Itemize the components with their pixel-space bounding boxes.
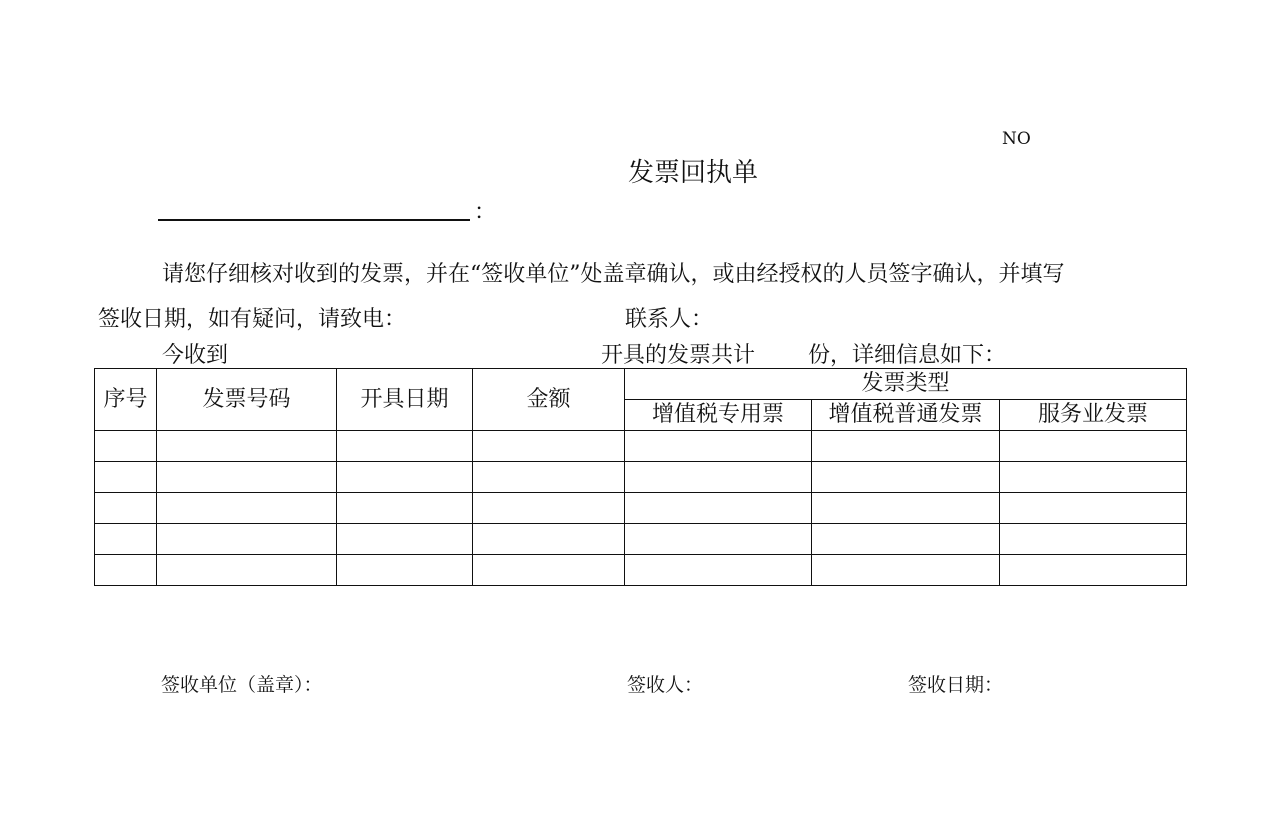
table-cell[interactable] bbox=[1000, 493, 1187, 524]
table-cell[interactable] bbox=[625, 555, 812, 586]
table-cell[interactable] bbox=[337, 462, 473, 493]
table-row bbox=[95, 493, 1187, 524]
invoice-table bbox=[94, 368, 1187, 586]
table-cell[interactable] bbox=[1000, 524, 1187, 555]
table-cell[interactable] bbox=[157, 462, 337, 493]
table-cell[interactable] bbox=[337, 493, 473, 524]
table-cell[interactable] bbox=[157, 493, 337, 524]
table-cell[interactable] bbox=[625, 462, 812, 493]
header-seq: 序号 bbox=[95, 369, 157, 431]
table-cell[interactable] bbox=[625, 431, 812, 462]
header-invoice-type: 发票类型 bbox=[625, 369, 1187, 400]
table-cell[interactable] bbox=[157, 524, 337, 555]
table-cell[interactable] bbox=[473, 524, 625, 555]
header-invoice-no: 发票号码 bbox=[157, 369, 337, 431]
recipient-colon: ： bbox=[474, 200, 497, 225]
recipient-blank-line bbox=[158, 219, 470, 221]
received-from-label: 今收到 bbox=[162, 343, 229, 368]
table-cell[interactable] bbox=[337, 431, 473, 462]
table-cell[interactable] bbox=[812, 431, 1000, 462]
table-row bbox=[95, 462, 1187, 493]
table-cell[interactable] bbox=[157, 555, 337, 586]
header-vat-special: 增值税专用票 bbox=[625, 400, 812, 431]
copies-label: 份，详细信息如下： bbox=[808, 343, 1007, 368]
document-number-label: NO bbox=[1002, 129, 1031, 149]
table-cell[interactable] bbox=[95, 493, 157, 524]
table-cell[interactable] bbox=[1000, 462, 1187, 493]
table-cell[interactable] bbox=[812, 462, 1000, 493]
table-cell[interactable] bbox=[95, 462, 157, 493]
table-body bbox=[95, 431, 1187, 586]
header-amount: 金额 bbox=[473, 369, 625, 431]
table-cell[interactable] bbox=[473, 462, 625, 493]
table-cell[interactable] bbox=[473, 555, 625, 586]
page-title: 发票回执单 bbox=[628, 158, 759, 188]
table-cell[interactable] bbox=[1000, 431, 1187, 462]
table-cell[interactable] bbox=[625, 524, 812, 555]
contact-person-label: 联系人： bbox=[625, 307, 714, 332]
table-cell[interactable] bbox=[337, 555, 473, 586]
table-row bbox=[95, 555, 1187, 586]
issued-invoices-label: 开具的发票共计 bbox=[601, 343, 756, 368]
table-cell[interactable] bbox=[95, 431, 157, 462]
table-cell[interactable] bbox=[812, 493, 1000, 524]
table-cell[interactable] bbox=[95, 524, 157, 555]
table-cell[interactable] bbox=[337, 524, 473, 555]
table-cell[interactable] bbox=[473, 493, 625, 524]
table-cell[interactable] bbox=[625, 493, 812, 524]
signing-date-label: 签收日期： bbox=[908, 674, 1004, 696]
table-cell[interactable] bbox=[473, 431, 625, 462]
table-cell[interactable] bbox=[1000, 555, 1187, 586]
table-cell[interactable] bbox=[157, 431, 337, 462]
intro-line-2: 签收日期，如有疑问，请致电： bbox=[98, 307, 407, 332]
signer-label: 签收人： bbox=[627, 674, 704, 696]
intro-line-1: 请您仔细核对收到的发票，并在“签收单位”处盖章确认，或由经授权的人员签字确认，并填写 bbox=[162, 262, 1065, 287]
table-row bbox=[95, 524, 1187, 555]
header-vat-normal: 增值税普通发票 bbox=[812, 400, 1000, 431]
table-cell[interactable] bbox=[812, 524, 1000, 555]
table-row bbox=[95, 431, 1187, 462]
header-issue-date: 开具日期 bbox=[337, 369, 473, 431]
signing-unit-label: 签收单位（盖章）： bbox=[161, 674, 323, 696]
table-cell[interactable] bbox=[812, 555, 1000, 586]
header-service: 服务业发票 bbox=[1000, 400, 1187, 431]
table-cell[interactable] bbox=[95, 555, 157, 586]
